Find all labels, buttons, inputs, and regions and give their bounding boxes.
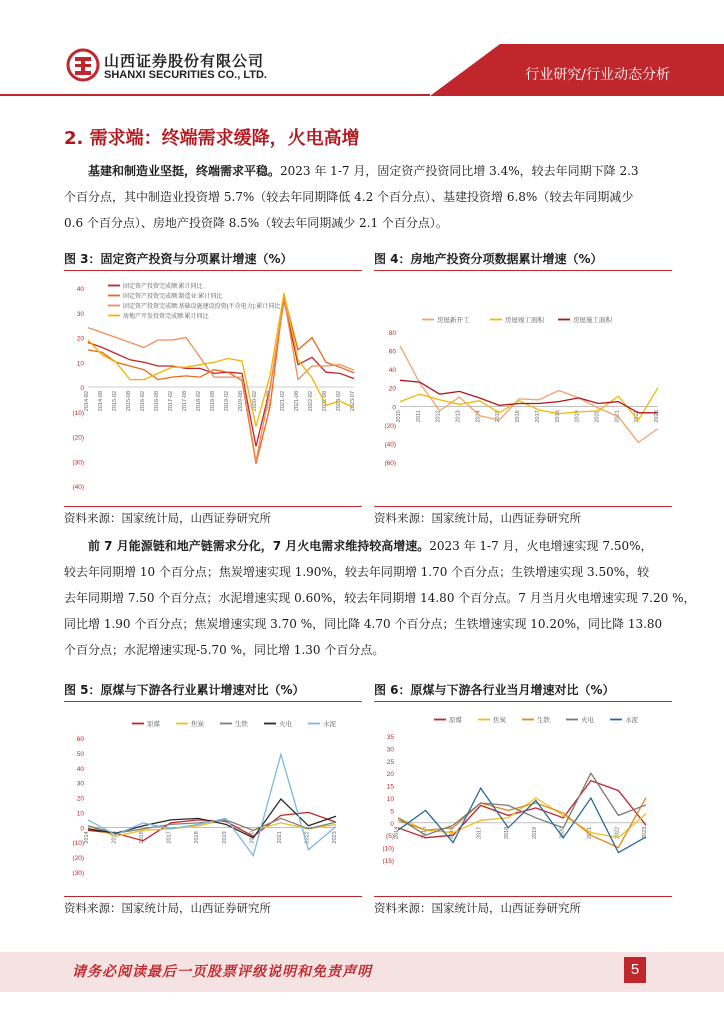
x-tick-label: 2010 (396, 410, 402, 423)
x-tick-label: 2014 (394, 826, 400, 840)
y-tick-label: (60) (384, 460, 396, 467)
x-tick-label: 2021 (276, 831, 283, 844)
paragraph-lead: 基建和制造业坚挺，终端需求平稳。 (88, 164, 281, 178)
legend-label: 水泥 (323, 721, 336, 728)
x-tick-label: 2014-02 (84, 391, 90, 412)
legend-label: 水泥 (625, 717, 638, 724)
y-tick-label: 20 (76, 795, 84, 803)
y-tick-label: 20 (388, 385, 396, 393)
figure-4-title: 图 4：房地产投资分项数据累计增速（%） (374, 252, 603, 266)
x-tick-label: 2017-08 (182, 391, 188, 412)
x-tick-label: 2020 (249, 831, 256, 844)
figure-5-chart (64, 706, 362, 892)
x-tick-label: 2015 (111, 831, 118, 844)
x-tick-label: 2023 (642, 826, 648, 840)
x-tick-label: 2020 (559, 826, 566, 840)
legend-label: 固定资产投资完成额:累计同比 (123, 284, 203, 290)
legend-label: 焦炭 (493, 717, 506, 724)
legend-label: 火电 (581, 717, 594, 724)
figure-4-bottom-rule (374, 506, 672, 507)
legend-label: 房地产开发投资完成额:累计同比 (123, 314, 209, 320)
y-tick-label: 10 (386, 796, 394, 803)
legend-label: 原煤 (147, 721, 160, 728)
y-tick-label: 50 (76, 750, 84, 758)
series-line-1 (88, 300, 354, 446)
x-tick-label: 2023 (332, 831, 338, 844)
figure-4-source: 资料来源：国家统计局，山西证券研究所 (374, 511, 581, 525)
x-tick-label: 2021-08 (294, 391, 300, 412)
figure-3-chart (64, 276, 362, 500)
x-tick-label: 2022 (304, 831, 311, 844)
y-tick-label: (20) (72, 855, 84, 863)
y-tick-label: 40 (76, 286, 84, 293)
y-tick-label: 20 (76, 335, 84, 343)
x-tick-label: 2018 (504, 826, 511, 840)
y-tick-label: (15) (382, 858, 394, 865)
x-tick-label: 2014 (84, 831, 90, 844)
legend-label: 房屋新开工 (437, 317, 470, 324)
y-tick-label: (40) (72, 484, 84, 491)
figure-6-bottom-rule (374, 896, 672, 897)
section-title: 2. 需求端：终端需求缓降，火电高增 (64, 128, 360, 149)
y-tick-label: 0 (390, 820, 394, 828)
x-tick-label: 2023-02 (336, 391, 342, 412)
x-tick-label: 2022-08 (322, 391, 328, 412)
figure-3-bottom-rule (64, 506, 362, 507)
page-number: 5 (624, 957, 646, 983)
x-tick-label: 2022 (634, 410, 641, 423)
paragraph-energy: 前 7 月能源链和地产链需求分化，7 月火电需求维持较高增速。2023 年 1-7 月，火电增速实现 7.50%， 较去年同期增 10 个百分点；焦炭增速实现 1.90%，较去年同期增 1.70 个百分点；生铁增速实现 3.50%，较 去年同期增 7.50 个百分点；水泥增速实现 0.60%，较去年同期增 14.80 个百分点。7 月当月火电增速实现 7.20 %， 同比增 1.90 个百分点；焦炭增速实现 3.70 %，同比降 4.70 个百分点；生铁增速实现 10.20%，同比降 13.80 个百分点；水泥增速实现-5.70 %，同比增 1.30 个百分点。 (64, 539, 696, 657)
x-tick-label: 2021 (586, 826, 593, 840)
x-tick-label: 2012 (435, 410, 442, 423)
x-tick-label: 2018-02 (196, 391, 202, 412)
series-line-2 (88, 820, 336, 836)
x-tick-label: 2017 (476, 826, 483, 840)
x-tick-label: 2015 (421, 826, 428, 840)
y-tick-label: (20) (72, 434, 84, 442)
legend-label: 房屋竣工面积 (505, 317, 544, 324)
legend-label: 固定资产投资完成额:基础设施建设投资(不含电力):累计同比 (123, 304, 281, 310)
x-tick-label: 2015 (495, 410, 502, 423)
series-line-3 (88, 298, 354, 461)
x-tick-label: 2016 (139, 831, 146, 844)
figure-3-source: 资料来源：国家统计局，山西证券研究所 (64, 511, 271, 525)
series-line-5 (88, 754, 336, 855)
y-tick-label: 10 (76, 360, 84, 368)
y-tick-label: 0 (80, 385, 84, 392)
y-tick-label: (30) (72, 459, 84, 467)
y-tick-label: (10) (382, 845, 394, 853)
figure-3-title: 图 3：固定资产投资与分项累计增速（%） (64, 252, 293, 266)
x-tick-label: 2016 (449, 826, 456, 840)
series-line-2 (88, 295, 354, 463)
x-tick-label: 2011 (415, 410, 422, 423)
y-tick-label: 25 (386, 758, 394, 766)
y-tick-label: 30 (76, 310, 84, 318)
figure-6-rule (374, 701, 672, 702)
company-name-en: SHANXI SECURITIES CO., LTD. (104, 69, 267, 81)
paragraph-lead-2: 前 7 月能源链和地产链需求分化，7 月火电需求维持较高增速。 (88, 539, 430, 553)
x-tick-label: 2018 (194, 831, 201, 844)
x-tick-label: 2015-08 (126, 391, 132, 412)
y-tick-label: 60 (388, 348, 396, 356)
legend-label: 原煤 (449, 717, 462, 724)
y-tick-label: 35 (386, 734, 394, 741)
y-tick-label: 60 (76, 736, 84, 743)
figure-5-bottom-rule (64, 896, 362, 897)
x-tick-label: 2016 (515, 410, 522, 423)
y-tick-label: 0 (392, 404, 396, 412)
y-tick-label: (5) (386, 833, 394, 841)
x-tick-label: 2014-08 (98, 391, 104, 412)
y-tick-label: 15 (386, 783, 394, 791)
x-tick-label: 2016-08 (154, 391, 160, 412)
x-tick-label: 2019 (574, 410, 581, 423)
y-tick-label: (10) (72, 409, 84, 417)
x-tick-label: 2021 (614, 410, 621, 423)
x-tick-label: 2021-02 (280, 391, 286, 412)
y-tick-label: 20 (386, 771, 394, 779)
figure-3-rule (64, 270, 362, 271)
figure-6-source: 资料来源：国家统计局，山西证券研究所 (374, 901, 581, 915)
company-logo (66, 48, 100, 82)
x-tick-label: 2023 (654, 410, 660, 423)
x-tick-label: 2018 (554, 410, 561, 423)
figure-4-rule (374, 270, 672, 271)
x-tick-label: 2013 (455, 410, 462, 423)
figure-5-source: 资料来源：国家统计局，山西证券研究所 (64, 901, 271, 915)
figure-5-rule (64, 701, 362, 702)
report-category: 行业研究/行业动态分析 (525, 67, 670, 83)
y-tick-label: (10) (72, 840, 84, 848)
x-tick-label: 2019 (531, 826, 538, 840)
figure-5-title: 图 5：原煤与下游各行业累计增速对比（%） (64, 683, 305, 697)
y-tick-label: 40 (388, 367, 396, 375)
figure-4-chart (374, 276, 672, 500)
x-tick-label: 2020-02 (252, 391, 258, 412)
x-tick-label: 2017 (534, 410, 541, 423)
y-tick-label: 5 (390, 808, 394, 816)
legend-label: 焦炭 (191, 721, 204, 728)
y-tick-label: 30 (76, 780, 84, 788)
y-tick-label: 0 (80, 825, 84, 833)
y-tick-label: 40 (76, 765, 84, 773)
y-tick-label: 10 (76, 810, 84, 818)
y-tick-label: (20) (384, 422, 396, 430)
legend-label: 生铁 (537, 717, 550, 724)
x-tick-label: 2022-02 (308, 391, 314, 412)
y-tick-label: (40) (384, 441, 396, 449)
y-tick-label: 80 (388, 330, 396, 337)
legend-label: 房屋施工面积 (573, 317, 612, 324)
figure-6-chart (374, 706, 672, 892)
x-tick-label: 2015-02 (112, 391, 118, 412)
x-tick-label: 2019-02 (224, 391, 230, 412)
x-tick-label: 2022 (614, 826, 621, 840)
figure-6-title: 图 6：原煤与下游各行业当月增速对比（%） (374, 683, 615, 697)
x-tick-label: 2019 (221, 831, 228, 844)
x-tick-label: 2017 (166, 831, 173, 844)
legend-label: 火电 (279, 721, 292, 728)
legend-label: 生铁 (235, 721, 248, 728)
series-line-4 (398, 773, 646, 835)
x-tick-label: 2020-08 (266, 391, 272, 412)
y-tick-label: (30) (72, 870, 84, 877)
y-tick-label: 30 (386, 746, 394, 754)
x-tick-label: 2023-07 (350, 391, 356, 412)
x-tick-label: 2016-02 (140, 391, 146, 412)
x-tick-label: 2018-08 (210, 391, 216, 412)
x-tick-label: 2014 (475, 410, 482, 423)
footer-disclaimer: 请务必阅读最后一页股票评级说明和免责声明 (72, 964, 372, 980)
paragraph-investment: 基建和制造业坚挺，终端需求平稳。2023 年 1-7 月，固定资产投资同比增 3.4%，较去年同期下降 2.3 个百分点，其中制造业投资增 5.7%（较去年同期降低 4.2 个百分点）、基建投资增 6.8%（较去年同期减少 0.6 个百分点）、房地产投资降 8.5%（较去年同期减少 2.1 个百分点）。 (64, 164, 639, 230)
x-tick-label: 2017-02 (168, 391, 174, 412)
company-name-cn: 山西证券股份有限公司 (104, 52, 265, 70)
x-tick-label: 2019-08 (238, 391, 244, 412)
x-tick-label: 2020 (594, 410, 601, 423)
legend-label: 固定资产投资完成额:制造业:累计同比 (123, 294, 223, 300)
